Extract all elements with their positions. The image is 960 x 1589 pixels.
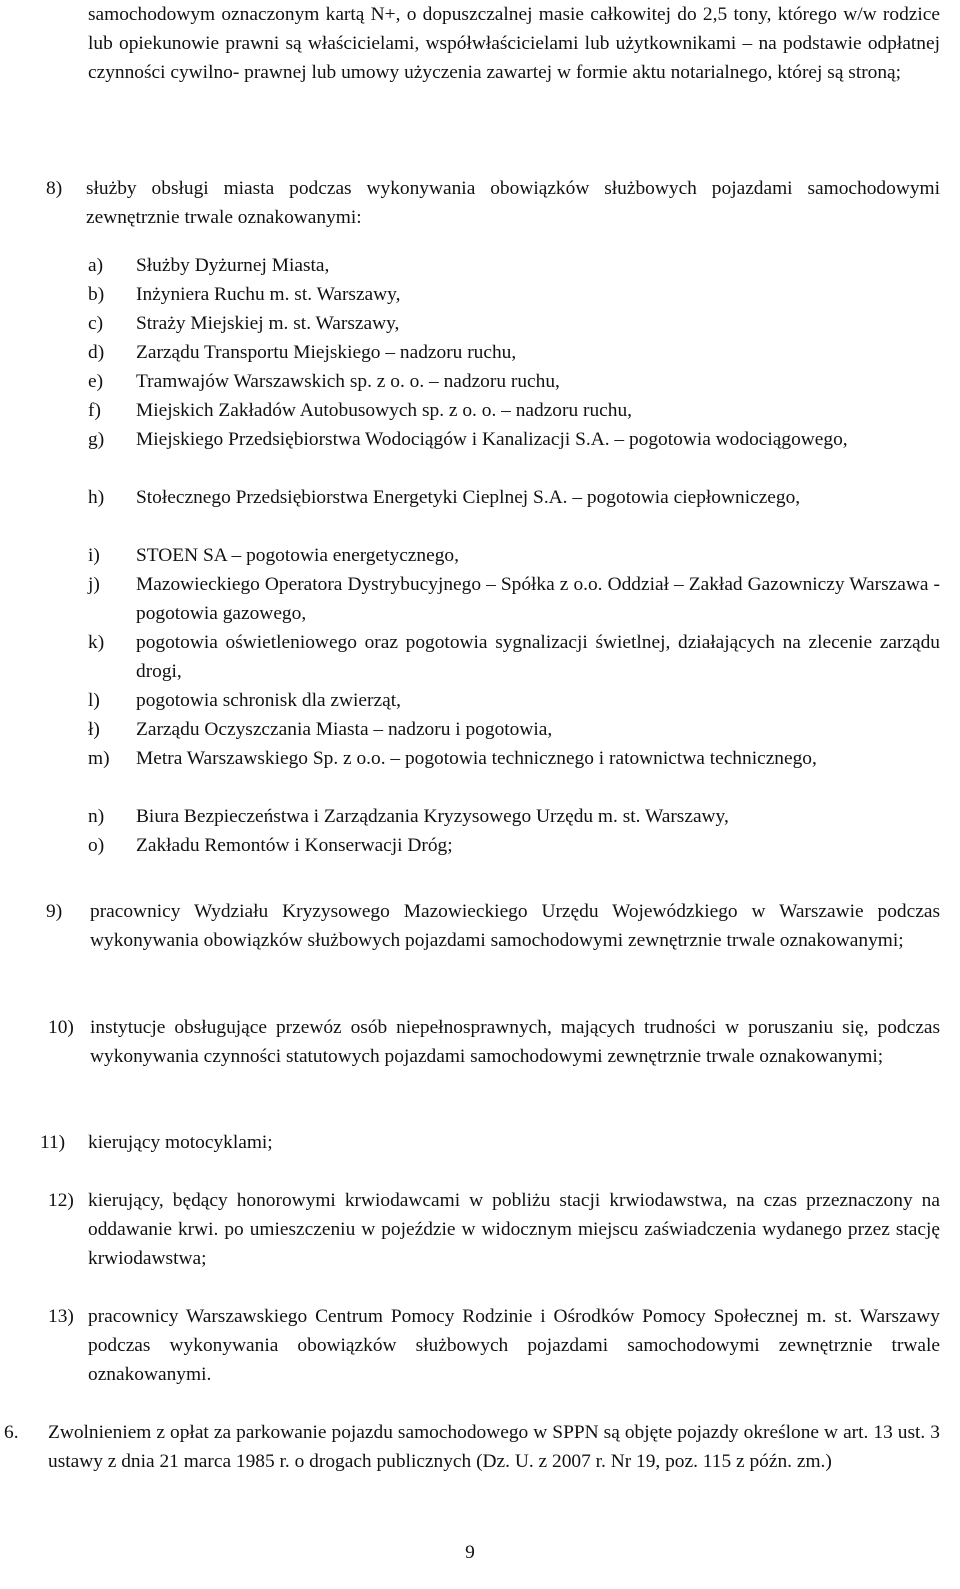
subitem-label: b) (88, 284, 105, 305)
continuation-paragraph: samochodowym oznaczonym kartą N+, o dopuszczalnej masie całkowitej do 2,5 tony, którego w/w rodzice lub opiekunowie prawni są właścicielami, współwłaścicielami lub użytkownikami – na podstawie odpłatnej czynności cywilno- prawnej lub umowy użyczenia zawartej w formie aktu notarialnego, której są stroną; (88, 4, 940, 83)
subitem-label: a) (88, 255, 104, 276)
subitem-label: n) (88, 806, 105, 827)
subitem-text: Służby Dyżurnej Miasta, (136, 255, 330, 276)
item-text: pracownicy Wydziału Kryzysowego Mazowieckiego Urzędu Wojewódzkiego w Warszawie podczas wykonywania obowiązków służbowych pojazdami samochodowymi zewnętrznie trwale oznakowanymi; (90, 901, 940, 951)
section-text: Zwolnieniem z opłat za parkowanie pojazdu samochodowego w SPPN są objęte pojazdy określone w art. 13 ust. 3 ustawy z dnia 21 marca 1985 r. o drogach publicznych (Dz. U. z 2007 r. Nr 19, poz. 115 z późn. zm.) (48, 1422, 940, 1472)
subitem-label: i) (88, 545, 100, 566)
subitem-label: l) (88, 690, 100, 711)
page-number: 9 (465, 1542, 475, 1563)
item-number: 10) (48, 1017, 74, 1038)
item-number: 12) (48, 1190, 74, 1211)
item-number: 8) (46, 178, 63, 199)
subitem-label: o) (88, 835, 105, 856)
subitem-label: d) (88, 342, 105, 363)
subitem-label: ł) (88, 719, 100, 740)
subitem-label: e) (88, 371, 104, 392)
item-text: pracownicy Warszawskiego Centrum Pomocy Rodzinie i Ośrodków Pomocy Społecznej m. st. Warszawy podczas wykonywania obowiązków służbowych pojazdami samochodowymi zewnętrznie trwale oznakowanymi. (88, 1306, 940, 1385)
subitem-text: Inżyniera Ruchu m. st. Warszawy, (136, 284, 401, 305)
subitem-text: Zakładu Remontów i Konserwacji Dróg; (136, 835, 453, 856)
subitem-text: Zarządu Transportu Miejskiego – nadzoru ruchu, (136, 342, 517, 363)
item-text: instytucje obsługujące przewóz osób niepełnosprawnych, mających trudności w poruszaniu się, podczas wykonywania czynności statutowych pojazdami samochodowymi zewnętrznie trwale oznakowanymi; (90, 1017, 940, 1067)
subitem-label: g) (88, 429, 105, 450)
subitem-text: Metra Warszawskiego Sp. z o.o. – pogotowia technicznego i ratownictwa technicznego, (136, 748, 817, 769)
subitem-text: Stołecznego Przedsiębiorstwa Energetyki Cieplnej S.A. – pogotowia ciepłowniczego, (136, 487, 801, 508)
subitem-label: h) (88, 487, 105, 508)
subitem-text: Miejskiego Przedsiębiorstwa Wodociągów i Kanalizacji S.A. – pogotowia wodociągowego, (136, 429, 848, 450)
subitem-text: Miejskich Zakładów Autobusowych sp. z o. o. – nadzoru ruchu, (136, 400, 632, 421)
subitem-text: Biura Bezpieczeństwa i Zarządzania Kryzysowego Urzędu m. st. Warszawy, (136, 806, 729, 827)
item-text: służby obsługi miasta podczas wykonywania obowiązków służbowych pojazdami samochodowymi zewnętrznie trwale oznakowanymi: (86, 178, 940, 228)
item-number: 13) (48, 1306, 74, 1327)
subitem-text: Mazowieckiego Operatora Dystrybucyjnego – Spółka z o.o. Oddział – Zakład Gazowniczy Warszawa - pogotowia gazowego, (136, 574, 940, 624)
subitem-text: Zarządu Oczyszczania Miasta – nadzoru i pogotowia, (136, 719, 553, 740)
item-text: kierujący motocyklami; (88, 1132, 273, 1153)
subitem-text: pogotowia oświetleniowego oraz pogotowia sygnalizacji świetlnej, działających na zlecenie zarządu drogi, (136, 632, 940, 682)
item-text: kierujący, będący honorowymi krwiodawcami w pobliżu stacji krwiodawstwa, na czas przeznaczony na oddawanie krwi. po umieszczeniu w pojeździe w widocznym miejscu zaświadczenia wydanego przez stację krwiodawstwa; (88, 1190, 940, 1269)
subitem-text: STOEN SA – pogotowia energetycznego, (136, 545, 459, 566)
subitem-text: Straży Miejskiej m. st. Warszawy, (136, 313, 400, 334)
subitem-label: f) (88, 400, 101, 421)
item-number: 9) (46, 901, 63, 922)
subitem-label: m) (88, 748, 110, 769)
subitem-label: j) (88, 574, 100, 595)
subitem-text: Tramwajów Warszawskich sp. z o. o. – nadzoru ruchu, (136, 371, 560, 392)
section-number: 6. (4, 1422, 19, 1443)
subitem-label: k) (88, 632, 105, 653)
item-number: 11) (40, 1132, 66, 1153)
subitem-text: pogotowia schronisk dla zwierząt, (136, 690, 401, 711)
subitem-label: c) (88, 313, 104, 334)
